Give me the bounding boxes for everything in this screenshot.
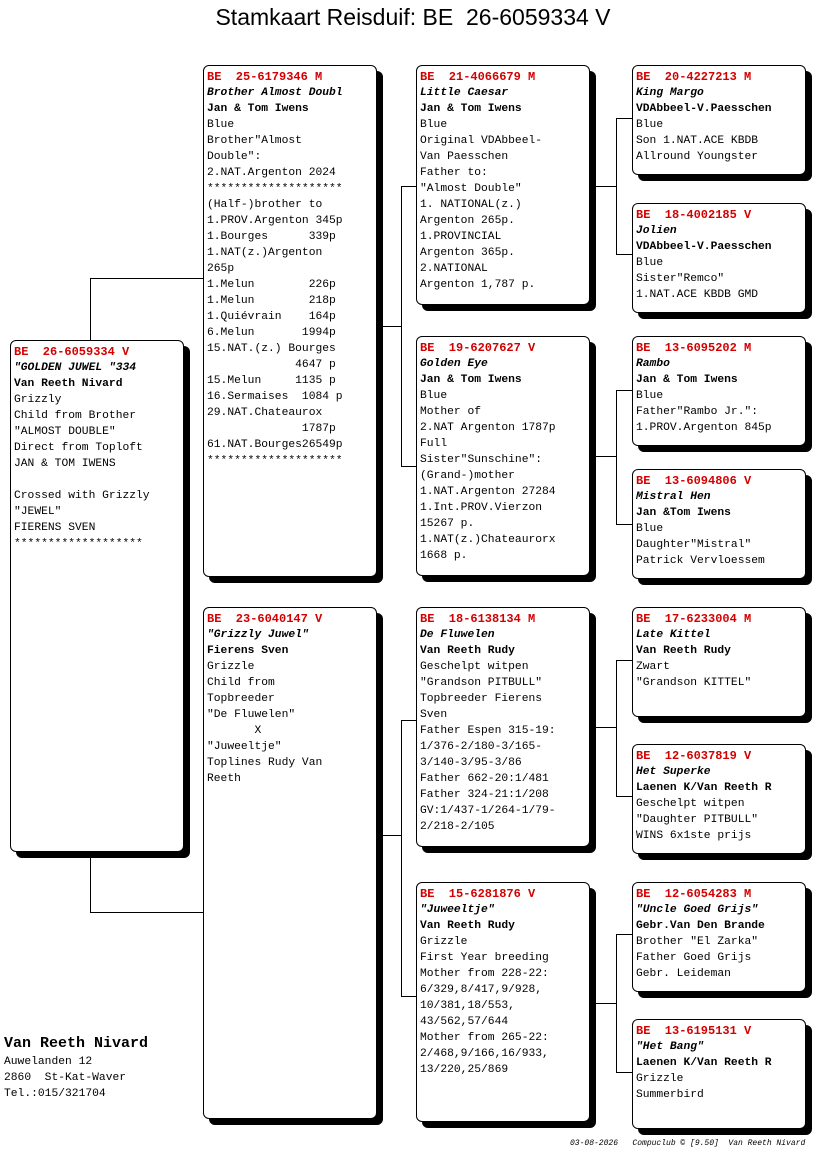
pigeon-name: "Uncle Goed Grijs" bbox=[636, 904, 759, 916]
detail-line: Mother from 265-22: bbox=[420, 1032, 549, 1044]
pigeon-owner: Fierens Sven bbox=[207, 645, 289, 657]
connector-ff-v bbox=[616, 118, 617, 254]
pigeon-name: Brother Almost Doubl bbox=[207, 87, 343, 99]
detail-line: Father to: bbox=[420, 167, 488, 179]
detail-line: Original VDAbbeel- bbox=[420, 135, 543, 147]
detail-line: 2.NATIONAL bbox=[420, 263, 488, 275]
connector-father-v bbox=[401, 186, 402, 466]
ring-number: BE 18-4002185 V bbox=[636, 208, 752, 222]
card-mf-father bbox=[632, 607, 806, 717]
detail-line: Father"Rambo Jr.": bbox=[636, 406, 759, 418]
detail-line: "Daughter PITBULL" bbox=[636, 814, 759, 826]
detail-line: Patrick Vervloessem bbox=[636, 555, 765, 567]
pigeon-owner: Van Reeth Rudy bbox=[636, 645, 731, 657]
detail-line: 265p bbox=[207, 263, 235, 275]
detail-line: Blue bbox=[636, 523, 664, 535]
detail-line: Sister"Sunschine": bbox=[420, 454, 543, 466]
detail-line: FIERENS SVEN bbox=[14, 522, 96, 534]
detail-line: "ALMOST DOUBLE" bbox=[14, 426, 116, 438]
pigeon-owner: Laenen K/Van Reeth R bbox=[636, 1057, 772, 1069]
detail-line: Argenton 1,787 p. bbox=[420, 279, 536, 291]
detail-line: "JEWEL" bbox=[14, 506, 62, 518]
card-ff-mother bbox=[632, 203, 806, 313]
detail-line: Brother"Almost bbox=[207, 135, 302, 147]
ring-number: BE 13-6094806 V bbox=[636, 474, 752, 488]
pigeon-owner: Jan & Tom Iwens bbox=[636, 374, 738, 386]
pigeon-owner: Laenen K/Van Reeth R bbox=[636, 782, 772, 794]
card-father-father bbox=[416, 65, 590, 305]
detail-line: ******************* bbox=[14, 538, 143, 550]
detail-line: Full bbox=[420, 438, 448, 450]
detail-line: 1.PROV.Argenton 345p bbox=[207, 215, 343, 227]
detail-line: Grizzle bbox=[636, 1073, 684, 1085]
pigeon-name: "GOLDEN JUWEL "334 bbox=[14, 362, 137, 374]
detail-line: Father 324-21:1/208 bbox=[420, 789, 549, 801]
detail-line: Crossed with Grizzly bbox=[14, 490, 150, 502]
connector-subject-father bbox=[90, 278, 91, 342]
detail-line: Geschelpt witpen bbox=[636, 798, 745, 810]
pigeon-name: Het Superke bbox=[636, 766, 711, 778]
detail-line: Topbreeder bbox=[207, 693, 275, 705]
connector-mother bbox=[376, 835, 401, 836]
detail-line: WINS 6x1ste prijs bbox=[636, 830, 752, 842]
card-mf-mother bbox=[632, 744, 806, 854]
breeder-address: Auwelanden 12 bbox=[4, 1056, 93, 1068]
detail-line: Blue bbox=[636, 119, 664, 131]
detail-line: Father Espen 315-19: bbox=[420, 725, 556, 737]
detail-line: Argenton 365p. bbox=[420, 247, 515, 259]
detail-line: Sister"Remco" bbox=[636, 273, 725, 285]
ring-number: BE 21-4066679 M bbox=[420, 70, 536, 84]
detail-line: 1.Int.PROV.Vierzon bbox=[420, 502, 543, 514]
connector-subject-mother bbox=[90, 852, 91, 912]
detail-line: 15267 p. bbox=[420, 518, 475, 530]
detail-line: 1.PROVINCIAL bbox=[420, 231, 502, 243]
detail-line: 2/468,9/166,16/933, bbox=[420, 1048, 549, 1060]
breeder-name: Van Reeth Nivard bbox=[4, 1035, 149, 1052]
detail-line: 3/140-3/95-3/86 bbox=[420, 757, 522, 769]
detail-line: Mother from 228-22: bbox=[420, 968, 549, 980]
detail-line: Father Goed Grijs bbox=[636, 952, 752, 964]
pigeon-name: "Juweeltje" bbox=[420, 904, 495, 916]
pigeon-name: De Fluwelen bbox=[420, 629, 495, 641]
detail-line: Geschelpt witpen bbox=[420, 661, 529, 673]
connector-mm bbox=[589, 1003, 616, 1004]
detail-line: 1.Bourges 339p bbox=[207, 231, 336, 243]
detail-line: Grizzly bbox=[14, 394, 62, 406]
card-mother-father bbox=[416, 607, 590, 847]
detail-line: 2/218-2/105 bbox=[420, 821, 495, 833]
detail-line: Reeth bbox=[207, 773, 241, 785]
card-fm-father bbox=[632, 336, 806, 446]
detail-line: "Grandson KITTEL" bbox=[636, 677, 752, 689]
detail-line: 13/220,25/869 bbox=[420, 1064, 509, 1076]
card-mm-father bbox=[632, 882, 806, 992]
detail-line: 1.Melun 226p bbox=[207, 279, 336, 291]
detail-line: Blue bbox=[420, 119, 448, 131]
detail-line: 1.PROV.Argenton 845p bbox=[636, 422, 772, 434]
detail-line: 16.Sermaises 1084 p bbox=[207, 391, 343, 403]
detail-line: Father 662-20:1/481 bbox=[420, 773, 549, 785]
pigeon-owner: Jan &Tom Iwens bbox=[636, 507, 731, 519]
detail-line: Blue bbox=[636, 257, 664, 269]
detail-line: 43/562,57/644 bbox=[420, 1016, 509, 1028]
pigeon-owner: Jan & Tom Iwens bbox=[420, 374, 522, 386]
detail-line: Daughter"Mistral" bbox=[636, 539, 752, 551]
detail-line: Van Paesschen bbox=[420, 151, 509, 163]
pigeon-owner: VDAbbeel-V.Paesschen bbox=[636, 241, 772, 253]
detail-line: JAN & TOM IWENS bbox=[14, 458, 116, 470]
connector-fm bbox=[589, 456, 616, 457]
detail-line: 1.NAT.Argenton 27284 bbox=[420, 486, 556, 498]
detail-line: 1.Melun 218p bbox=[207, 295, 336, 307]
ring-number: BE 17-6233004 M bbox=[636, 612, 752, 626]
card-father bbox=[203, 65, 377, 577]
detail-line: "Juweeltje" bbox=[207, 741, 282, 753]
pigeon-name: Rambo bbox=[636, 358, 670, 370]
pigeon-name: Little Caesar bbox=[420, 87, 509, 99]
pigeon-owner: Van Reeth Rudy bbox=[420, 645, 515, 657]
ring-number: BE 19-6207627 V bbox=[420, 341, 536, 355]
detail-line: Blue bbox=[207, 119, 235, 131]
detail-line: Zwart bbox=[636, 661, 670, 673]
detail-line bbox=[14, 472, 183, 488]
detail-line: Toplines Rudy Van bbox=[207, 757, 323, 769]
ring-number: BE 12-6054283 M bbox=[636, 887, 752, 901]
detail-line: 4647 p bbox=[207, 359, 336, 371]
breeder-city: 2860 St-Kat-Waver bbox=[4, 1072, 127, 1084]
detail-line: Mother of bbox=[420, 406, 482, 418]
card-mother bbox=[203, 607, 377, 1119]
connector-mm-v bbox=[616, 934, 617, 1072]
detail-line: Double": bbox=[207, 151, 262, 163]
card-ff-father bbox=[632, 65, 806, 175]
ring-number: BE 26-6059334 V bbox=[14, 345, 130, 359]
detail-line: Gebr. Leideman bbox=[636, 968, 731, 980]
ring-number: BE 12-6037819 V bbox=[636, 749, 752, 763]
connector-fm-v bbox=[616, 390, 617, 524]
ring-number: BE 23-6040147 V bbox=[207, 612, 323, 626]
pigeon-name: Late Kittel bbox=[636, 629, 711, 641]
pigeon-name: "Het Bang" bbox=[636, 1041, 704, 1053]
detail-line: (Grand-)mother bbox=[420, 470, 515, 482]
card-fm-mother bbox=[632, 469, 806, 579]
detail-line: Brother "El Zarka" bbox=[636, 936, 759, 948]
detail-line: 1/376-2/180-3/165- bbox=[420, 741, 543, 753]
detail-line: Grizzle bbox=[420, 936, 468, 948]
detail-line: ******************** bbox=[207, 455, 343, 467]
ring-number: BE 15-6281876 V bbox=[420, 887, 536, 901]
breeder-phone: Tel.:015/321704 bbox=[4, 1088, 106, 1100]
detail-line: 15.NAT.(z.) Bourges bbox=[207, 343, 336, 355]
pigeon-owner: Jan & Tom Iwens bbox=[420, 103, 522, 115]
pigeon-name: King Margo bbox=[636, 87, 704, 99]
connector-mf-v bbox=[616, 660, 617, 796]
detail-line: Child from bbox=[207, 677, 275, 689]
footer-credit: 03-08-2026 Compuclub © [9.50] Van Reeth Nivard bbox=[570, 1139, 806, 1148]
detail-line: 1. NATIONAL(z.) bbox=[420, 199, 522, 211]
detail-line: 61.NAT.Bourges26549p bbox=[207, 439, 343, 451]
detail-line: Child from Brother bbox=[14, 410, 137, 422]
detail-line: Son 1.NAT.ACE KBDB bbox=[636, 135, 759, 147]
detail-line: Topbreeder Fierens bbox=[420, 693, 543, 705]
ring-number: BE 25-6179346 M bbox=[207, 70, 323, 84]
detail-line: 1787p bbox=[207, 423, 336, 435]
detail-line: Argenton 265p. bbox=[420, 215, 515, 227]
detail-line: 2.NAT.Argenton 2024 bbox=[207, 167, 336, 179]
ring-number: BE 13-6095202 M bbox=[636, 341, 752, 355]
connector-father bbox=[376, 326, 401, 327]
detail-line: 1668 p. bbox=[420, 550, 468, 562]
detail-line: 15.Melun 1135 p bbox=[207, 375, 336, 387]
detail-line: "De Fluwelen" bbox=[207, 709, 296, 721]
detail-line: X bbox=[207, 725, 262, 737]
detail-line: GV:1/437-1/264-1/79- bbox=[420, 805, 556, 817]
pigeon-owner: Jan & Tom Iwens bbox=[207, 103, 309, 115]
card-subject bbox=[10, 340, 184, 852]
detail-line: ******************** bbox=[207, 183, 343, 195]
detail-line: (Half-)brother to bbox=[207, 199, 323, 211]
card-mother-mother bbox=[416, 882, 590, 1122]
detail-line: First Year breeding bbox=[420, 952, 549, 964]
page-title: Stamkaart Reisduif: BE 26-6059334 V bbox=[215, 4, 611, 30]
pigeon-owner: Gebr.Van Den Brande bbox=[636, 920, 765, 932]
detail-line: Blue bbox=[636, 390, 664, 402]
detail-line: Summerbird bbox=[636, 1089, 704, 1101]
detail-line: Grizzle bbox=[207, 661, 255, 673]
pigeon-owner: Van Reeth Rudy bbox=[420, 920, 515, 932]
breeder-info bbox=[4, 1034, 148, 1102]
pigeon-name: Mistral Hen bbox=[636, 491, 711, 503]
detail-line: 10/381,18/553, bbox=[420, 1000, 515, 1012]
detail-line: 1.NAT(z.)Argenton bbox=[207, 247, 323, 259]
detail-line: 2.NAT Argenton 1787p bbox=[420, 422, 556, 434]
pigeon-owner: VDAbbeel-V.Paesschen bbox=[636, 103, 772, 115]
card-mm-mother bbox=[632, 1019, 806, 1129]
detail-line: Blue bbox=[420, 390, 448, 402]
detail-line: 29.NAT.Chateaurox bbox=[207, 407, 323, 419]
detail-line: 1.NAT.ACE KBDB GMD bbox=[636, 289, 759, 301]
pigeon-name: Golden Eye bbox=[420, 358, 488, 370]
detail-line: 1.Quiévrain 164p bbox=[207, 311, 336, 323]
card-father-mother bbox=[416, 336, 590, 576]
pigeon-owner: Van Reeth Nivard bbox=[14, 378, 123, 390]
pigeon-name: "Grizzly Juwel" bbox=[207, 629, 309, 641]
connector-subject-father-h bbox=[90, 278, 205, 279]
connector-mother-v bbox=[401, 720, 402, 996]
detail-line: "Almost Double" bbox=[420, 183, 522, 195]
ring-number: BE 18-6138134 M bbox=[420, 612, 536, 626]
connector-mf bbox=[589, 727, 616, 728]
ring-number: BE 20-4227213 M bbox=[636, 70, 752, 84]
detail-line: 6.Melun 1994p bbox=[207, 327, 336, 339]
ring-number: BE 13-6195131 V bbox=[636, 1024, 752, 1038]
detail-line: 6/329,8/417,9/928, bbox=[420, 984, 543, 996]
connector-subject-mother-h bbox=[90, 912, 205, 913]
detail-line: "Grandson PITBULL" bbox=[420, 677, 543, 689]
detail-line: Direct from Toploft bbox=[14, 442, 143, 454]
pigeon-name: Jolien bbox=[636, 225, 677, 237]
detail-line: 1.NAT(z.)Chateaurorx bbox=[420, 534, 556, 546]
detail-line: Allround Youngster bbox=[636, 151, 759, 163]
detail-line: Sven bbox=[420, 709, 448, 721]
connector-ff bbox=[589, 186, 616, 187]
